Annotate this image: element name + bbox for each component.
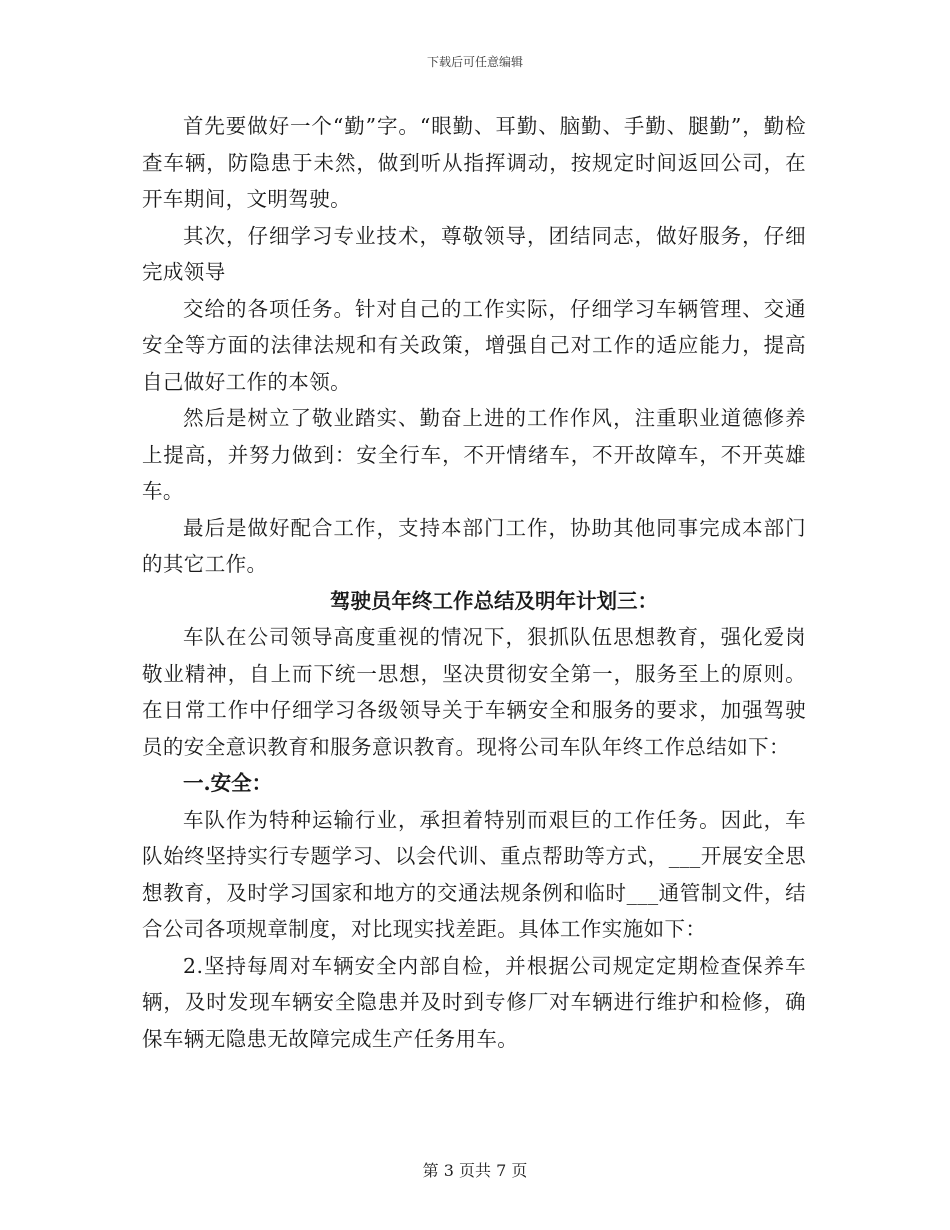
paragraph-safety-education: 车队作为特种运输行业，承担着特别而艰巨的工作任务。因此，车队始终坚持实行专题学习、以会代训、重点帮助等方式，___开展安全思想教育，及时学习国家和地方的交通法规条例和临时___通管制文件，结合公司各项规章制度，对比现实找差距。具体工作实施如下： [142, 807, 806, 941]
subheading-safety: 一.安全： [183, 771, 273, 795]
section-title: 驾驶员年终工作总结及明年计划三： [330, 588, 658, 613]
paragraph-assigned-tasks: 交给的各项任务。针对自己的工作实际，仔细学习车辆管理、交通安全等方面的法律法规和有关政策，增强自己对工作的适应能力，提高自己做好工作的本领。 [142, 296, 806, 394]
page-header: 下载后可任意编辑 [426, 55, 523, 69]
paragraph-study-skills: 其次，仔细学习专业技术，尊敬领导，团结同志，做好服务，仔细完成领导 [142, 223, 806, 284]
paragraph-diligence: 首先要做好一个“勤”字。“眼勤、耳勤、脑勤、手勤、腿勤”，勤检查车辆，防隐患于未然，做到听从指挥调动，按规定时间返回公司，在开车期间，文明驾驶。 [142, 114, 806, 211]
document-body [142, 108, 806, 1057]
paragraph-fleet-intro: 车队在公司领导高度重视的情况下，狠抓队伍思想教育，强化爱岗敬业精神，自上而下统一思想，坚决贯彻安全第一，服务至上的原则。在日常工作中仔细学习各级领导关于车辆安全和服务的要求，加强驾驶员的安全意识教育和服务意识教育。现将公司车队年终工作总结如下： [142, 625, 806, 759]
paragraph-cooperation: 最后是做好配合工作，支持本部门工作，协助其他同事完成本部门的其它工作。 [142, 515, 806, 576]
paragraph-vehicle-inspection: 2.坚持每周对车辆安全内部自检，并根据公司规定定期检查保养车辆，及时发现车辆安全隐患并及时到专修厂对车辆进行维护和检修，确保车辆无隐患无故障完成生产任务用车。 [142, 953, 806, 1051]
page-footer: 第 3 页共 7 页 [422, 1161, 528, 1180]
paragraph-work-style: 然后是树立了敬业踏实、勤奋上进的工作作风，注重职业道德修养上提高，并努力做到：安全行车，不开情绪车，不开故障车，不开英雄车。 [142, 406, 806, 503]
